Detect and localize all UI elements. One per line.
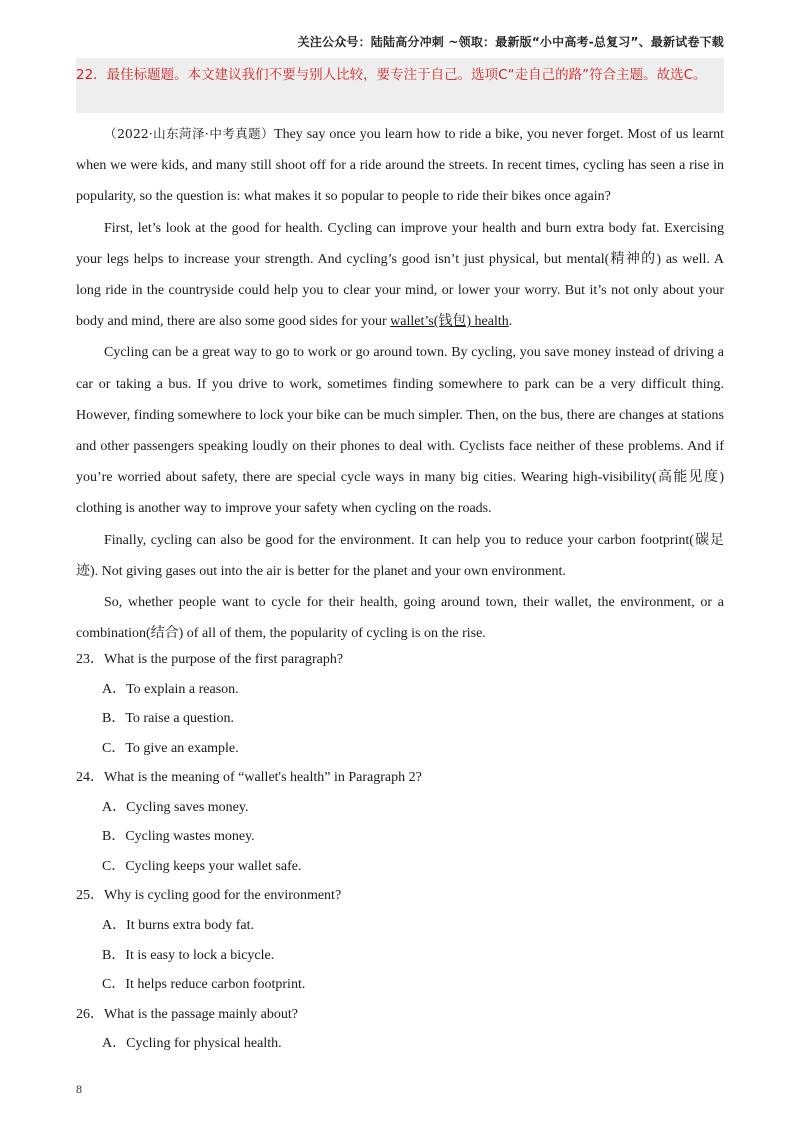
option-b: B．Cycling wastes money. — [102, 829, 255, 845]
passage-paragraph-1 — [76, 118, 724, 213]
question-23 — [76, 645, 724, 763]
passage-paragraph-4: Finally, cycling can also be good for the environment. It can help you to reduce your carbon footprint(碳足迹). Not giving gases out into the air is better for the planet and your own environment. — [76, 532, 724, 579]
passage-paragraph-2 — [76, 213, 724, 338]
question-list — [76, 645, 724, 1059]
paragraph-1-text: They say once you learn how to ride a bike, you never forget. Most of us learnt when we were kids, and many still shoot off for a ride around the streets. In recent times, cycling has seen a rise in popularity, so the question is: what makes it so popular to people to ride their bikes once again? — [76, 127, 724, 205]
answer-explanation: 22．最佳标题题。本文建议我们不要与别人比较，要专注于自己。选项C“走自己的路”符合主题。故选C。 — [76, 67, 707, 83]
option-c: C．Cycling keeps your wallet safe. — [102, 858, 302, 874]
question-stem: 24．What is the meaning of “wallet's health” in Paragraph 2? — [76, 770, 422, 786]
question-24 — [76, 763, 724, 881]
reading-passage — [76, 118, 724, 649]
option-a: A．Cycling saves money. — [102, 799, 249, 815]
question-stem: 25．Why is cycling good for the environment? — [76, 888, 342, 904]
page-header: 关注公众号：陆陆高分冲刺 ~领取：最新版“小中高考-总复习”、最新试卷下载 — [297, 35, 724, 49]
passage-paragraph-3: Cycling can be a great way to go to work or go around town. By cycling, you save money instead of driving a car or taking a bus. If you drive to work, sometimes finding somewhere to park can be a very difficult thing. However, finding somewhere to lock your bike can be much simpler. Then, on the bus, there are changes at stations and other passengers speaking loudly on their phones to deal with. Cyclists face neither of these problems. And if you’re worried about safety, there are special cycle ways in many big cities. Wearing high-visibility(高能见度) clothing is another way to improve your safety when cycling on the roads. — [76, 345, 724, 517]
option-c: C．It helps reduce carbon footprint. — [102, 977, 306, 993]
option-b: B．To raise a question. — [102, 711, 234, 727]
question-26 — [76, 1000, 724, 1059]
question-stem: 26．What is the passage mainly about? — [76, 1006, 298, 1022]
source-label: （2022·山东菏泽·中考真题） — [104, 126, 275, 141]
option-c: C．To give an example. — [102, 740, 239, 756]
option-a: A．To explain a reason. — [102, 681, 239, 697]
underlined-phrase: wallet’s(钱包) health — [390, 314, 509, 330]
option-b: B．It is easy to lock a bicycle. — [102, 947, 275, 963]
option-a: A．Cycling for physical health. — [102, 1036, 282, 1052]
question-25 — [76, 881, 724, 999]
question-stem: 23．What is the purpose of the first paragraph? — [76, 652, 344, 667]
passage-paragraph-5: So, whether people want to cycle for their health, going around town, their wallet, the environment, or a combination(结合) of all of them, the popularity of cycling is on the rise. — [76, 595, 724, 642]
page-number: 8 — [76, 1082, 82, 1096]
option-a: A．It burns extra body fat. — [102, 918, 255, 934]
paragraph-2-text: First, let’s look at the good for health. Cycling can improve your health and burn extra body fat. Exercising your legs helps to increase your strength. And cycling’s good isn’t just physical, but mental(精神的) as well. A long ride in the countryside could help you to clear your mind, or lower your worry. But it’s not only about your body and mind, there are also some good sides for your — [76, 220, 724, 330]
paragraph-2-end: . — [508, 314, 513, 330]
